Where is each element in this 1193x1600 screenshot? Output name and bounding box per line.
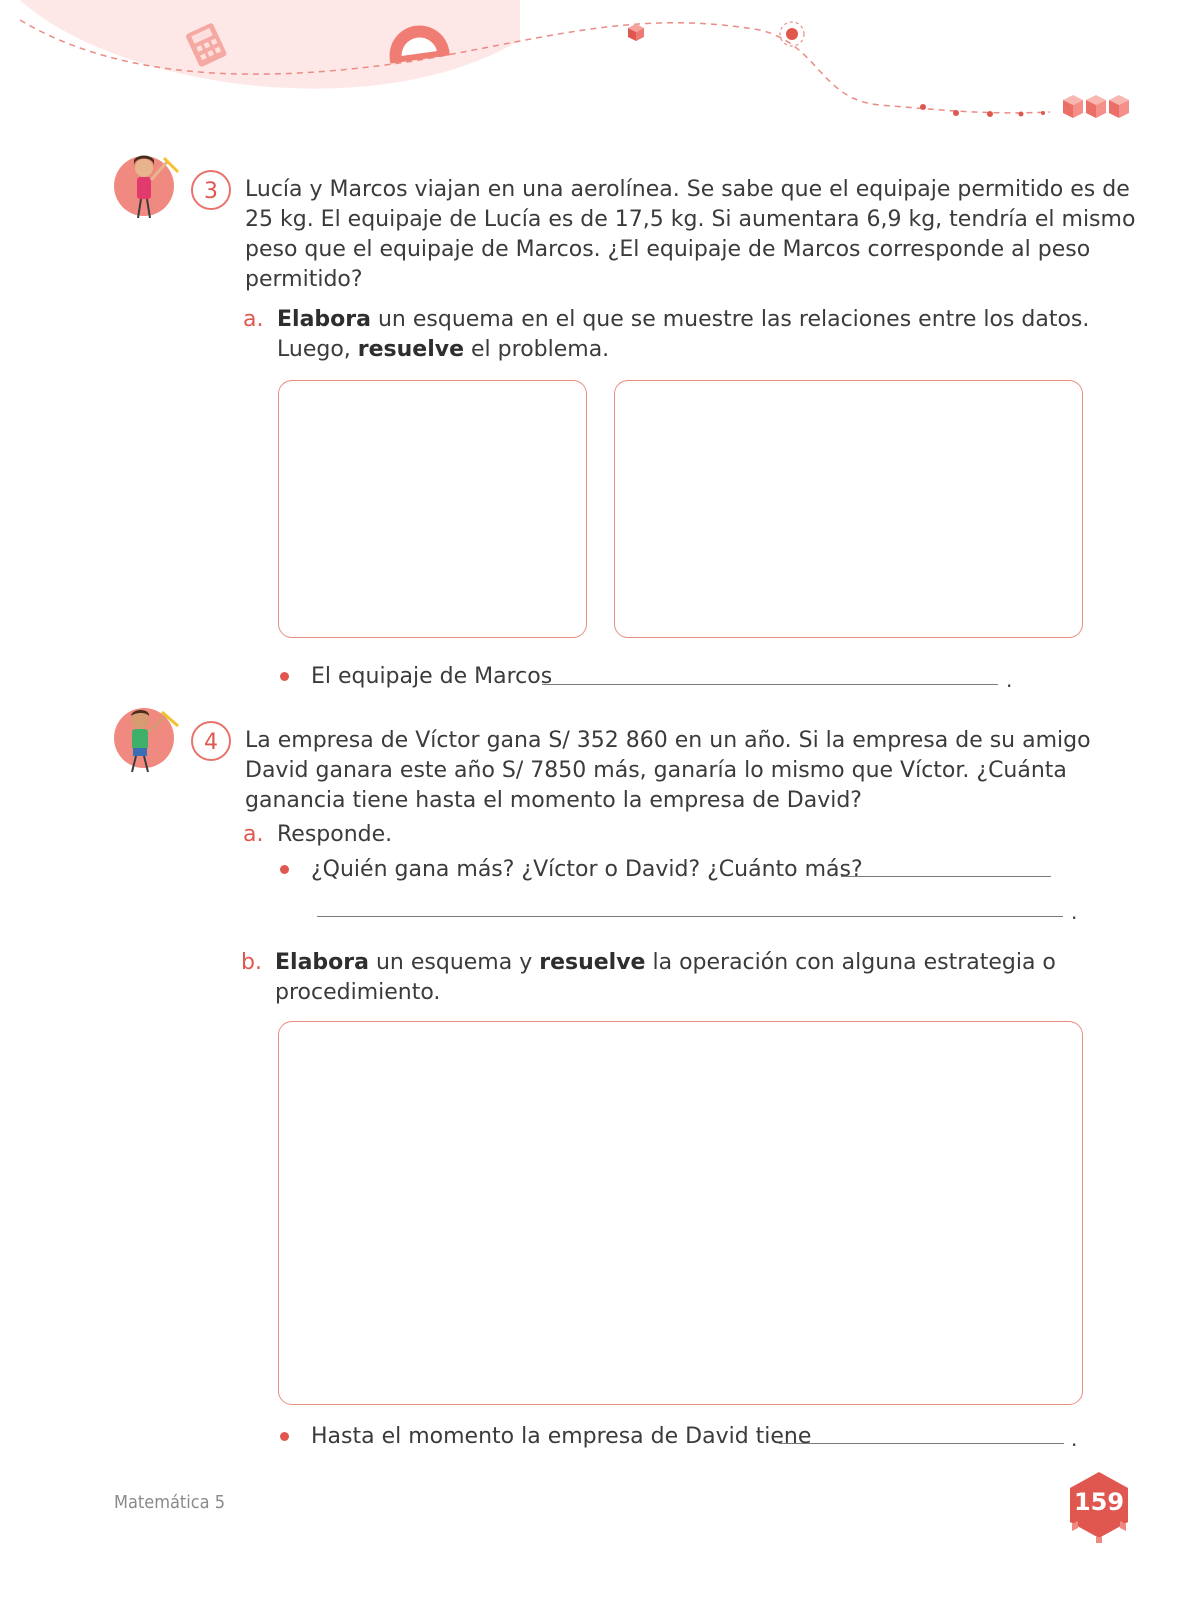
- problem-3-line-2: 25 kg. El equipaje de Lucía es de 17,5 kg. Si aumentara 6,9 kg, tendría el mismo: [245, 207, 1136, 232]
- problem-4-a-letter: a.: [243, 822, 264, 847]
- cube-icon: [628, 24, 644, 41]
- period: .: [1071, 1427, 1078, 1451]
- b-text-1: un esquema y: [368, 950, 540, 975]
- b-text-2: la operación con alguna estrategia o: [645, 950, 1056, 975]
- a-text-2: Luego,: [277, 337, 358, 362]
- problem-3-number: 3: [191, 170, 231, 210]
- a-text-3: el problema.: [464, 337, 610, 362]
- answer-box-schema[interactable]: [278, 380, 587, 638]
- problem-4-b-instruction: [275, 948, 1135, 1008]
- problem-3-statement: [245, 175, 1145, 295]
- header-decoration: [0, 0, 1193, 140]
- problem-3-a-instruction: [277, 305, 1137, 365]
- answer-line-david[interactable]: [779, 1443, 1064, 1444]
- answer-line-how-much-more[interactable]: [317, 916, 1063, 917]
- answer-box-operation[interactable]: [278, 1021, 1083, 1405]
- book-title: Matemática 5: [114, 1492, 226, 1513]
- bullet-icon: [280, 1432, 289, 1441]
- bullet-icon: [280, 865, 289, 874]
- bold-elabora: Elabora: [275, 950, 369, 975]
- problem-4-b-letter: b.: [241, 950, 262, 975]
- problem-3-a-letter: a.: [243, 307, 264, 332]
- problem-4-statement: [245, 726, 1145, 816]
- problem-3-bullet-text: El equipaje de Marcos: [311, 664, 553, 689]
- answer-box-solution[interactable]: [614, 380, 1083, 638]
- problem-4-number: 4: [191, 721, 231, 761]
- bullet-icon: [280, 672, 289, 681]
- problem-4-b-bullet-text: Hasta el momento la empresa de David tiene: [311, 1424, 812, 1449]
- problem-4-line-3: ganancia tiene hasta el momento la empresa de David?: [245, 788, 862, 813]
- answer-line-marcos[interactable]: [542, 684, 998, 685]
- cubes-icon: [1063, 95, 1129, 118]
- problem-3-line-4: permitido?: [245, 267, 363, 292]
- problem-4-a-label: Responde.: [277, 822, 393, 847]
- period: .: [1006, 668, 1013, 692]
- problem-4-line-1: La empresa de Víctor gana S/ 352 860 en un año. Si la empresa de su amigo: [245, 728, 1091, 753]
- boy-avatar-icon: [112, 700, 182, 780]
- b-text-3: procedimiento.: [275, 980, 441, 1005]
- a-text-1: un esquema en el que se muestre las relaciones entre los datos.: [370, 307, 1090, 332]
- bold-resuelve: resuelve: [357, 337, 465, 362]
- period: .: [1071, 900, 1078, 924]
- problem-3-line-1: Lucía y Marcos viajan en una aerolínea. Se sabe que el equipaje permitido es de: [245, 177, 1130, 202]
- bold-elabora: Elabora: [277, 307, 371, 332]
- target-icon: [780, 22, 804, 46]
- girl-avatar-icon: [112, 148, 182, 228]
- answer-line-who-earns-more[interactable]: [841, 876, 1051, 877]
- problem-4-a-question: ¿Quién gana más? ¿Víctor o David? ¿Cuánto más?: [311, 857, 863, 882]
- problem-4-line-2: David ganara este año S/ 7850 más, ganaría lo mismo que Víctor. ¿Cuánta: [245, 758, 1067, 783]
- bold-resuelve: resuelve: [539, 950, 646, 975]
- problem-3-line-3: peso que el equipaje de Marcos. ¿El equipaje de Marcos corresponde al peso: [245, 237, 1091, 262]
- page-number: 159: [1073, 1488, 1125, 1516]
